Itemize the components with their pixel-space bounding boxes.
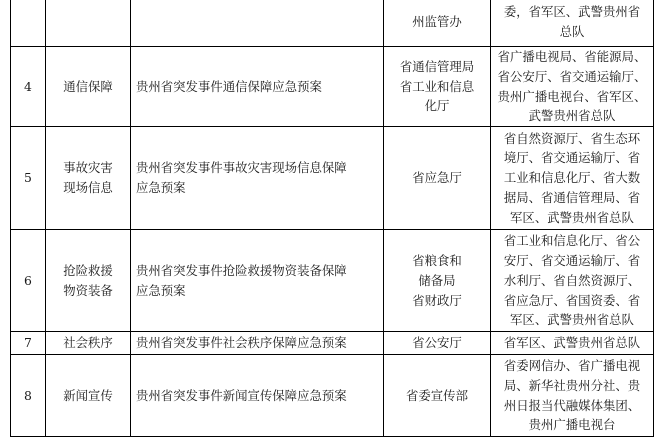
cell-text-line: 现场信息 <box>63 180 113 196</box>
cooperating-departments-cell <box>491 0 654 47</box>
support-type-cell <box>46 47 131 127</box>
cell-text-line: 通信保障 <box>63 78 113 94</box>
lead-department-cell <box>384 230 491 332</box>
row-number-cell: 7 <box>11 332 46 355</box>
lead-department-cell <box>384 355 491 437</box>
plan-name-cell <box>131 355 384 437</box>
cell-text-line: 贵州省突发事件新闻宣传保障应急预案 <box>136 387 347 403</box>
row-number-cell: 4 <box>11 47 46 127</box>
lead-department-cell <box>384 0 491 47</box>
cell-text-line: 应急预案 <box>136 180 186 196</box>
cell-text-line: 事故灾害 <box>63 160 113 176</box>
cell-text-line: 境厅、省交通运输厅、省 <box>503 150 641 166</box>
support-type-cell <box>46 0 131 47</box>
table-row <box>11 230 654 332</box>
cell-text-line: 省公安厅 <box>412 335 462 351</box>
cell-text-line: 省委网信办、省广播电视 <box>503 358 641 374</box>
table-row <box>11 0 654 47</box>
cell-text-line: 总队 <box>559 23 585 39</box>
cell-text-line: 据局、省通信管理局、省 <box>503 190 641 206</box>
cell-text-line: 物资装备 <box>63 282 113 298</box>
lead-department-cell <box>384 127 491 230</box>
cell-text-line: 省工业和信息 <box>399 78 475 94</box>
cell-text-line: 省应急厅、省国资委、省 <box>503 292 641 308</box>
cell-text-line: 省通信管理局 <box>399 58 475 74</box>
cell-text-line: 省自然资源厅、省生态环 <box>503 130 641 146</box>
cell-text-line: 省粮食和 <box>412 252 462 268</box>
plan-name-cell <box>131 230 384 332</box>
plan-name-cell <box>131 332 384 355</box>
cell-text-line: 应急预案 <box>136 282 186 298</box>
row-number-cell: 5 <box>11 127 46 230</box>
cell-text-line: 军区、武警贵州省总队 <box>510 312 634 328</box>
plan-name-cell <box>131 0 384 47</box>
cell-text-line: 化厅 <box>424 98 450 114</box>
cell-text-line: 安厅、省交通运输厅、省 <box>503 252 641 268</box>
cooperating-departments-cell <box>491 332 654 355</box>
plan-name-cell <box>131 127 384 230</box>
row-number-cell: 6 <box>11 230 46 332</box>
cell-text-line: 省公安厅、省交通运输厅、 <box>497 68 647 84</box>
cell-text-line: 省军区、武警贵州省总队 <box>503 335 641 351</box>
cell-text-line: 委，省军区、武警贵州省 <box>503 3 641 19</box>
cell-text-line: 抢险救援 <box>63 262 113 278</box>
cooperating-departments-cell <box>491 230 654 332</box>
cell-text-line: 贵州省突发事件事故灾害现场信息保障 <box>136 160 347 176</box>
cell-text-line: 贵州广播电视台 <box>528 417 616 433</box>
cell-text-line: 局、新华社贵州分社、贵 <box>503 377 641 393</box>
cell-text-line: 州监管办 <box>412 13 462 29</box>
cell-text-line: 贵州省突发事件社会秩序保障应急预案 <box>136 335 347 351</box>
cell-text-line: 新闻宣传 <box>63 387 113 403</box>
lead-department-cell <box>384 332 491 355</box>
cell-text-line: 军区、武警贵州省总队 <box>510 209 634 225</box>
cell-text-line: 社会秩序 <box>63 335 113 351</box>
cooperating-departments-cell <box>491 127 654 230</box>
lead-department-cell <box>384 47 491 127</box>
support-type-cell <box>46 332 131 355</box>
table-row <box>11 127 654 230</box>
cell-text-line: 工业和信息化厅、省大数 <box>503 170 641 186</box>
support-type-cell <box>46 230 131 332</box>
cell-text-line: 贵州省突发事件抢险救援物资装备保障 <box>136 262 347 278</box>
table-row <box>11 47 654 127</box>
row-number-cell <box>11 0 46 47</box>
cell-text-line: 储备局 <box>418 272 456 288</box>
cooperating-departments-cell <box>491 355 654 437</box>
support-type-cell <box>46 355 131 437</box>
plan-name-cell <box>131 47 384 127</box>
cell-text-line: 省委宣传部 <box>406 387 468 403</box>
cell-text-line: 贵州广播电视台、省军区、 <box>497 88 647 104</box>
row-number-cell: 8 <box>11 355 46 437</box>
support-type-cell <box>46 127 131 230</box>
cell-text-line: 省工业和信息化厅、省公 <box>503 233 641 249</box>
emergency-plan-table <box>10 0 654 437</box>
cell-text-line: 武警贵州省总队 <box>528 108 616 124</box>
cell-text-line: 省应急厅 <box>412 170 462 186</box>
cell-text-line: 省财政厅 <box>412 292 462 308</box>
cell-text-line: 贵州省突发事件通信保障应急预案 <box>136 78 322 94</box>
table-row <box>11 332 654 355</box>
cell-text-line: 州日报当代融媒体集团、 <box>503 397 641 413</box>
cell-text-line: 水利厅、省自然资源厅、 <box>503 272 641 288</box>
table-row <box>11 355 654 437</box>
cell-text-line: 省广播电视局、省能源局、 <box>497 49 647 64</box>
cooperating-departments-cell <box>491 47 654 127</box>
